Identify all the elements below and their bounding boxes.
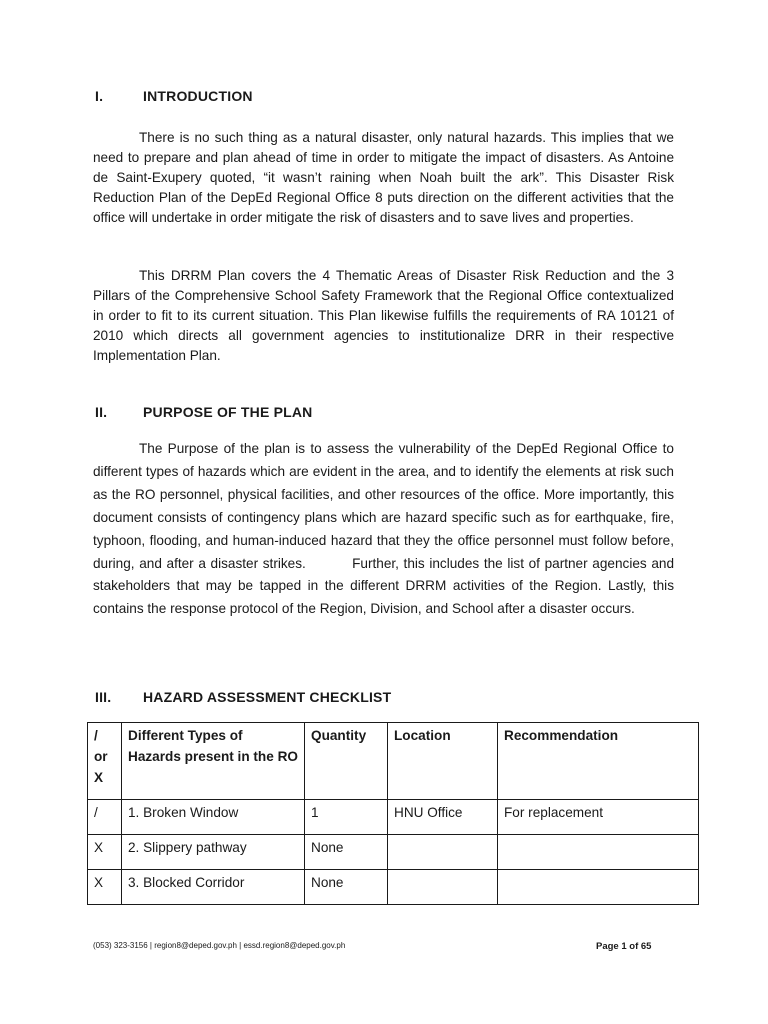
header-quantity: Quantity (305, 723, 388, 800)
footer-contact: (053) 323-3156 | region8@deped.gov.ph | essd.region8@deped.gov.ph (93, 941, 346, 950)
intro-paragraph-1 (93, 128, 674, 228)
intro-title: INTRODUCTION (143, 88, 253, 104)
header-location: Location (388, 723, 498, 800)
purpose-number: II. (95, 404, 108, 420)
hazard-checklist-table (87, 722, 699, 905)
cell-hazard: 1. Broken Window (122, 800, 305, 835)
cell-quantity: None (305, 835, 388, 870)
table-row (88, 870, 699, 905)
cell-recommendation (498, 870, 699, 905)
purpose-title: PURPOSE OF THE PLAN (143, 404, 313, 420)
table-row (88, 800, 699, 835)
checklist-heading (95, 689, 391, 705)
intro-number: I. (95, 88, 104, 104)
intro-paragraph-2-text: This DRRM Plan covers the 4 Thematic Areas of Disaster Risk Reduction and the 3 Pillars of the Comprehensive School Safety Framework that the Regional Office contextualized in order to fit to its current situation. This Plan likewise fulfills the requirements of RA 10121 of 2010 which directs all government agencies to institutionalize DRR in their respective Implementation Plan. (93, 268, 674, 363)
cell-quantity: None (305, 870, 388, 905)
footer-page-number: Page 1 of 65 (596, 941, 652, 952)
checklist-number: III. (95, 689, 112, 705)
cell-hazard: 3. Blocked Corridor (122, 870, 305, 905)
cell-mark: X (88, 835, 122, 870)
cell-mark: X (88, 870, 122, 905)
cell-mark: / (88, 800, 122, 835)
cell-recommendation (498, 835, 699, 870)
intro-paragraph-1-text: There is no such thing as a natural disaster, only natural hazards. This implies that we need to prepare and plan ahead of time in order to mitigate the impact of disasters. As Antoine de Saint-Exupery quoted, “it wasn’t raining when Noah built the ark”. This Disaster Risk Reduction Plan of the DepEd Regional Office 8 puts direction on the different activities that the office will undertake in order mitigate the risk of disasters and to save lives and properties. (93, 130, 674, 225)
cell-location (388, 835, 498, 870)
table-row (88, 835, 699, 870)
cell-location: HNU Office (388, 800, 498, 835)
purpose-paragraph (93, 438, 678, 621)
intro-heading (95, 88, 253, 104)
table-header-row (88, 723, 699, 800)
cell-location (388, 870, 498, 905)
header-hazard-type: Different Types of Hazards present in the RO (122, 723, 305, 800)
header-recommendation: Recommendation (498, 723, 699, 800)
purpose-heading (95, 404, 312, 420)
cell-hazard: 2. Slippery pathway (122, 835, 305, 870)
header-mark: / or X (88, 723, 122, 800)
cell-quantity: 1 (305, 800, 388, 835)
purpose-paragraph-text: The Purpose of the plan is to assess the vulnerability of the DepEd Regional Office to different types of hazards which are evident in the area, and to identify the elements at risk such as the RO personnel, physical facilities, and other resources of the office. More importantly, this document consists of contingency plans which are hazard specific such as for earthquake, fire, typhoon, flooding, and human-induced hazard that they the office personnel must follow before, during, and after a disaster strikes. Further, this includes the list of partner agencies and stakeholders that may be tapped in the different DRRM activities of the Region. Lastly, this contains the response protocol of the Region, Division, and School after a disaster occurs. (93, 441, 678, 617)
cell-recommendation: For replacement (498, 800, 699, 835)
checklist-title: HAZARD ASSESSMENT CHECKLIST (143, 689, 392, 705)
intro-paragraph-2 (93, 266, 674, 366)
